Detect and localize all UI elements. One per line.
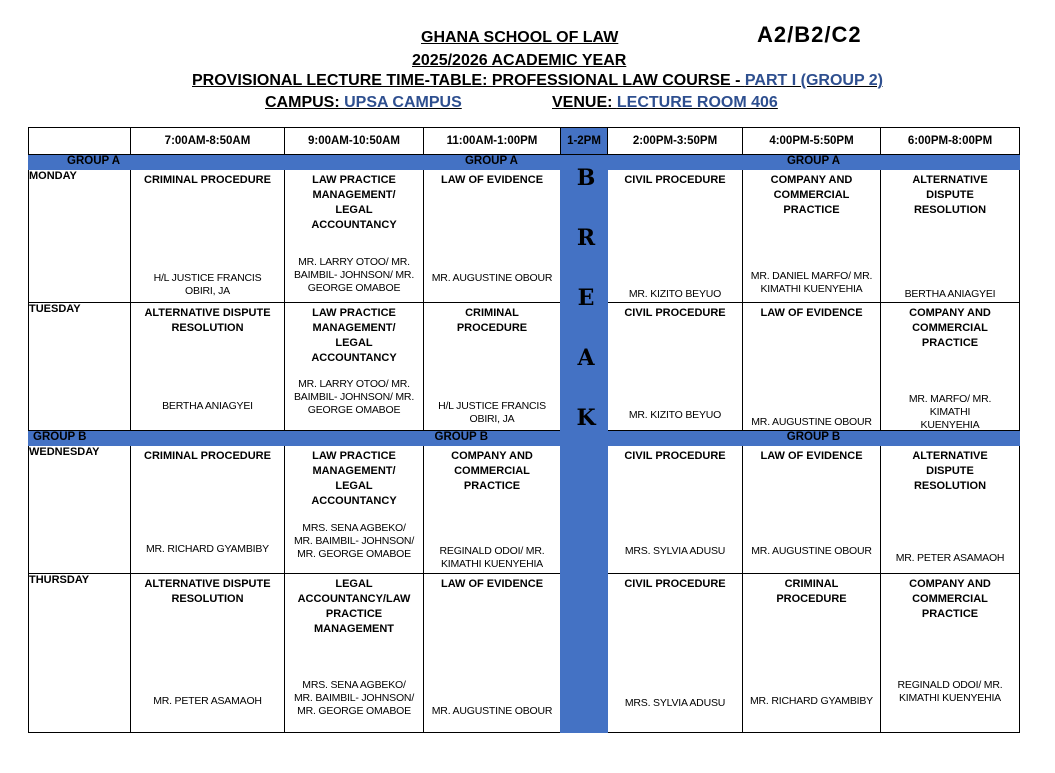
break-letter: K: [576, 405, 596, 431]
slot-cell: [131, 446, 285, 574]
group-b-label-left: GROUP B: [29, 431, 131, 446]
subject: LAW PRACTICE MANAGEMENT/ LEGAL ACCOUNTANCY: [311, 174, 397, 231]
time-slot-5: 4:00PM-5:50PM: [743, 128, 881, 155]
break-letter: B: [576, 165, 596, 191]
subject: COMPANY AND COMMERCIAL PRACTICE: [451, 450, 533, 492]
slot-cell: [131, 574, 285, 733]
lecturer: MR. LARRY OTOO/ MR. BAIMBIL- JOHNSON/ MR. GEORGE OMABOE: [293, 378, 415, 416]
row-tuesday: [29, 303, 1020, 431]
campus-label: CAMPUS:: [265, 94, 345, 111]
subject: COMPANY AND COMMERCIAL PRACTICE: [909, 307, 991, 349]
row-thursday: [29, 574, 1020, 733]
subject: ALTERNATIVE DISPUTE RESOLUTION: [144, 578, 271, 605]
subject: CIVIL PROCEDURE: [624, 578, 726, 590]
timetable-title: [192, 72, 883, 90]
class-code: A2/B2/C2: [757, 22, 862, 47]
subject: ALTERNATIVE DISPUTE RESOLUTION: [144, 307, 271, 334]
lecturer: MR. KIZITO BEYUO: [628, 409, 722, 421]
slot-cell: [743, 446, 881, 574]
break-letter: E: [577, 285, 595, 311]
lecturer: MR. LARRY OTOO/ MR. BAIMBIL- JOHNSON/ MR. GEORGE OMABOE: [293, 256, 415, 294]
slot-cell: [424, 170, 561, 303]
lecturer: MR. PETER ASAMAOH: [895, 552, 1005, 564]
lecturer: MR. KIZITO BEYUO: [628, 288, 722, 300]
time-slot-4: 2:00PM-3:50PM: [608, 128, 743, 155]
time-slot-1: 7:00AM-8:50AM: [131, 128, 285, 155]
subject: CIVIL PROCEDURE: [624, 307, 726, 319]
lecturer: MR. PETER ASAMAOH: [153, 695, 262, 707]
slot-cell: [131, 303, 285, 431]
slot-cell: [743, 303, 881, 431]
time-slot-2: 9:00AM-10:50AM: [285, 128, 424, 155]
break-time: 1-2PM: [561, 128, 608, 155]
break-letters: [565, 155, 607, 465]
slot-cell: [131, 170, 285, 303]
subject: LAW PRACTICE MANAGEMENT/ LEGAL ACCOUNTANCY: [311, 307, 397, 364]
subject: ALTERNATIVE DISPUTE RESOLUTION: [912, 450, 988, 492]
subject: LAW OF EVIDENCE: [760, 450, 863, 462]
lecturer: MRS. SENA AGBEKO/ MR. BAIMBIL- JOHNSON/ MR. GEORGE OMABOE: [293, 679, 415, 717]
group-a-label-mid: GROUP A: [285, 155, 561, 170]
lecturer: H/L JUSTICE FRANCIS OBIRI, JA: [153, 272, 262, 297]
subject: CIVIL PROCEDURE: [624, 174, 726, 186]
group-a-bar: [29, 155, 1020, 170]
group-b-label-right: GROUP B: [608, 431, 1020, 446]
slot-cell: [743, 170, 881, 303]
slot-cell: [743, 574, 881, 733]
subject: LAW PRACTICE MANAGEMENT/ LEGAL ACCOUNTANCY: [311, 450, 397, 507]
lecturer: BERTHA ANIAGYEI: [904, 288, 996, 300]
slot-cell: [285, 303, 424, 431]
group-a-label-right: GROUP A: [608, 155, 1020, 170]
corner-cell: [29, 128, 131, 155]
subject: CRIMINAL PROCEDURE: [144, 450, 271, 462]
subject: COMPANY AND COMMERCIAL PRACTICE: [909, 578, 991, 620]
campus-line: [265, 94, 462, 112]
timetable-part: PART I (GROUP 2): [744, 72, 883, 89]
venue-label: VENUE:: [552, 94, 617, 111]
group-b-bar: [29, 431, 1020, 446]
slot-cell: [608, 303, 743, 431]
subject: CRIMINAL PROCEDURE: [456, 307, 528, 334]
slot-cell: [881, 303, 1020, 431]
time-slot-6: 6:00PM-8:00PM: [881, 128, 1020, 155]
slot-cell: [285, 170, 424, 303]
timetable-title-text: PROVISIONAL LECTURE TIME-TABLE: PROFESSIONAL LAW COURSE -: [192, 72, 745, 89]
timetable: [28, 127, 1020, 733]
subject: CRIMINAL PROCEDURE: [776, 578, 847, 605]
slot-cell: [424, 446, 561, 574]
lecturer: REGINALD ODOI/ MR. KIMATHI KUENYEHIA: [897, 679, 1003, 704]
group-b-label-mid: GROUP B: [131, 431, 561, 446]
slot-cell: [881, 574, 1020, 733]
day-tuesday: TUESDAY: [29, 303, 131, 431]
slot-cell: [608, 170, 743, 303]
lecturer: MRS. SYLVIA ADUSU: [624, 697, 726, 709]
subject: CRIMINAL PROCEDURE: [144, 174, 271, 186]
break-letter: A: [577, 345, 595, 371]
lecturer: MR. RICHARD GYAMBIBY: [750, 695, 873, 707]
slot-cell: [285, 446, 424, 574]
time-header-row: [29, 128, 1020, 155]
subject: LAW OF EVIDENCE: [760, 307, 863, 319]
slot-cell: [285, 574, 424, 733]
lecturer: MRS. SENA AGBEKO/ MR. BAIMBIL- JOHNSON/ MR. GEORGE OMABOE: [293, 522, 415, 560]
group-a-label-left: GROUP A: [29, 155, 285, 170]
break-letter: R: [576, 225, 596, 251]
lecturer: REGINALD ODOI/ MR. KIMATHI KUENYEHIA: [439, 545, 545, 570]
time-slot-3: 11:00AM-1:00PM: [424, 128, 561, 155]
lecturer: MR. AUGUSTINE OBOUR: [431, 272, 553, 284]
slot-cell: [608, 574, 743, 733]
venue-line: [552, 94, 778, 112]
subject: LAW OF EVIDENCE: [440, 578, 544, 590]
row-monday: [29, 170, 1020, 303]
venue-value: LECTURE ROOM 406: [616, 94, 778, 111]
school-name: GHANA SCHOOL OF LAW: [421, 29, 619, 46]
day-wednesday: WEDNESDAY: [29, 446, 131, 574]
slot-cell: [881, 170, 1020, 303]
lecturer: BERTHA ANIAGYEI: [162, 400, 253, 412]
subject: COMPANY AND COMMERCIAL PRACTICE: [770, 174, 853, 216]
lecturer: MR. DANIEL MARFO/ MR. KIMATHI KUENYEHIA: [750, 270, 873, 295]
subject: ALTERNATIVE DISPUTE RESOLUTION: [912, 174, 988, 216]
day-monday: MONDAY: [29, 170, 131, 303]
day-thursday: THURSDAY: [29, 574, 131, 733]
slot-cell: [881, 446, 1020, 574]
lecturer: H/L JUSTICE FRANCIS OBIRI, JA: [438, 400, 546, 425]
break-column: [561, 155, 608, 733]
row-wednesday: [29, 446, 1020, 574]
lecturer: MR. RICHARD GYAMBIBY: [146, 543, 269, 555]
subject: LAW OF EVIDENCE: [440, 174, 544, 186]
subject: LEGAL ACCOUNTANCY/LAW PRACTICE MANAGEMENT: [297, 578, 411, 635]
lecturer: MR. MARFO/ MR. KIMATHI KUENYEHIA: [908, 393, 992, 431]
slot-cell: [424, 574, 561, 733]
slot-cell: [608, 446, 743, 574]
academic-year: 2025/2026 ACADEMIC YEAR: [412, 52, 627, 69]
lecturer: MR. AUGUSTINE OBOUR: [431, 705, 553, 717]
lecturer: MR. AUGUSTINE OBOUR: [751, 545, 872, 557]
subject: CIVIL PROCEDURE: [624, 450, 726, 462]
slot-cell: [424, 303, 561, 431]
lecturer: MRS. SYLVIA ADUSU: [624, 545, 726, 557]
campus-value: UPSA CAMPUS: [344, 94, 462, 111]
lecturer: MR. AUGUSTINE OBOUR: [751, 416, 872, 428]
